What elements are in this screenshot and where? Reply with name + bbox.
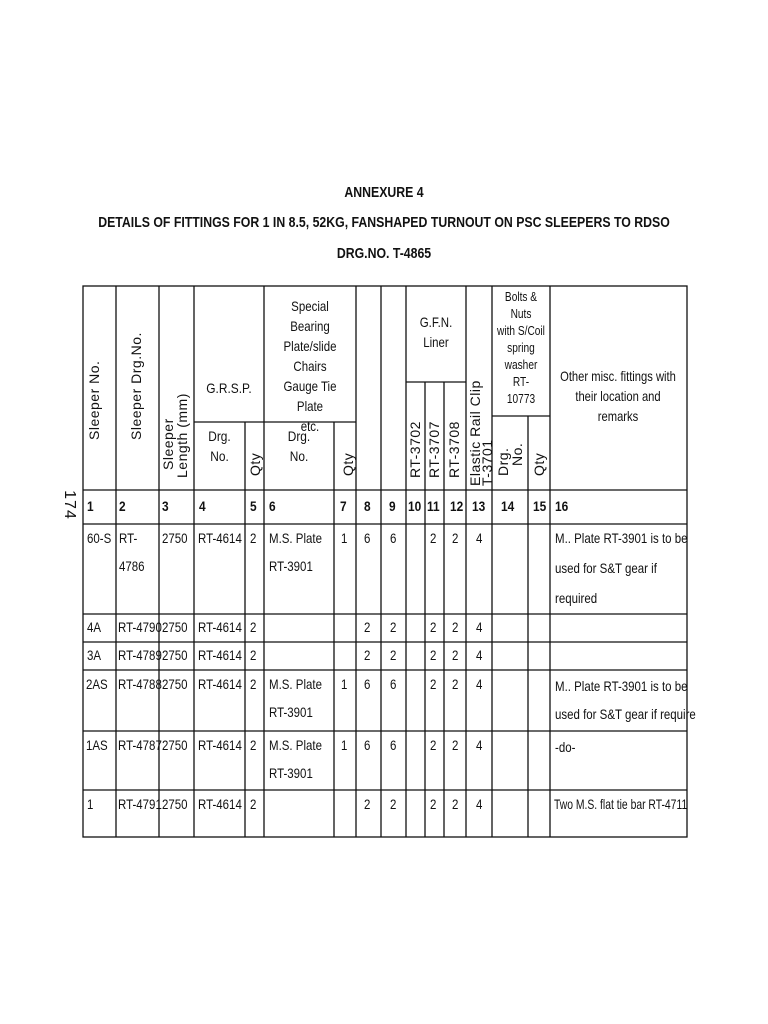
table-cell: 2 — [250, 796, 257, 812]
table-cell: 2 — [250, 647, 257, 663]
table-cell: RT-4614 — [198, 796, 242, 812]
table-cell: 6 — [390, 676, 397, 692]
table-cell: RT-4789 — [118, 647, 162, 663]
header-bolts-line-4: washer RT- — [504, 357, 538, 389]
table-cell: used for S&T gear if — [555, 560, 657, 576]
table-cell: M.S. Plate — [269, 676, 322, 692]
table-cell: 6 — [364, 530, 371, 546]
table-cell: 6 — [390, 737, 397, 753]
table-cell: 2 — [452, 619, 459, 635]
header-no-label: No. — [289, 448, 309, 464]
table-cell: 2750 — [162, 737, 188, 753]
header-sleeper-no: Sleeper No. — [86, 360, 102, 440]
header-bolts-line-5: 10773 — [506, 391, 536, 406]
table-cell: M.S. Plate — [269, 530, 322, 546]
col-number: 6 — [269, 498, 276, 514]
table-cell: 2 — [452, 530, 459, 546]
col-number: 7 — [340, 498, 347, 514]
table-cell: used for S&T gear if require — [555, 706, 696, 722]
header-special-line-1: Special Bearing — [290, 298, 330, 334]
table-cell: RT-3901 — [269, 765, 313, 781]
table-cell: 1 — [341, 530, 348, 546]
header-bolts-drg-2: No. — [509, 442, 525, 466]
table-cell: RT-3901 — [269, 558, 313, 574]
table-cell: 2 — [390, 796, 397, 812]
col-number: 3 — [162, 498, 169, 514]
table-cell: 2 — [250, 530, 257, 546]
header-grsp-drg — [198, 426, 241, 466]
table-cell: 2750 — [162, 647, 188, 663]
header-bolts-drg-1: Drg. — [495, 447, 511, 476]
table-cell: 2 — [250, 676, 257, 692]
header-bolts-nuts — [495, 288, 546, 407]
header-special-line-4: etc. — [300, 418, 320, 434]
table-cell: 4 — [476, 796, 483, 812]
table-cell: 4786 — [119, 558, 145, 574]
table-cell: 2 — [430, 647, 437, 663]
table-cell: RT-4790 — [118, 619, 162, 635]
header-other-misc — [556, 366, 681, 426]
table-cell: 2750 — [162, 619, 188, 635]
col-number: 1 — [87, 498, 94, 514]
table-cell: 2 — [430, 676, 437, 692]
table-cell: 2 — [390, 619, 397, 635]
col-number: 10 — [408, 498, 422, 514]
table-cell: 1 — [341, 737, 348, 753]
annexure-heading: ANNEXURE 4 — [344, 184, 424, 201]
table-cell: 2 — [364, 619, 371, 635]
table-cell: RT-4614 — [198, 737, 242, 753]
drawing-number: DRG.NO. T-4865 — [336, 245, 432, 262]
table-cell: RT-3901 — [269, 704, 313, 720]
table-cell: RT-4791 — [118, 796, 162, 812]
header-no-label: No. — [210, 448, 229, 464]
table-cell: 4 — [476, 737, 483, 753]
header-gfn-line-1: G.F.N. — [419, 314, 453, 330]
table-cell: 2750 — [162, 530, 188, 546]
table-cell: 6 — [364, 737, 371, 753]
document-title: DETAILS OF FITTINGS FOR 1 IN 8.5, 52KG, FANSHAPED TURNOUT ON PSC SLEEPERS TO RDSO — [98, 214, 670, 231]
table-cell: 2 — [452, 737, 459, 753]
header-special-line-2: Plate/slide Chairs — [283, 338, 337, 374]
col-number: 4 — [199, 498, 206, 514]
col-number: 15 — [533, 498, 547, 514]
header-special-qty: Qty — [340, 452, 356, 476]
header-grsp-qty: Qty — [247, 452, 263, 476]
table-cell: M.. Plate RT-3901 is to be — [555, 530, 688, 546]
header-drg-label: Drg. — [287, 428, 311, 444]
header-grsp: G.R.S.P. — [206, 380, 252, 396]
header-erc-2: T-3701 — [479, 439, 495, 486]
table-cell: 2AS — [86, 676, 108, 692]
header-erc-1: Elastic Rail Clip — [467, 380, 483, 486]
header-sleeper-length-1: Sleeper — [160, 418, 176, 470]
table-cell: 2 — [430, 737, 437, 753]
table-cell: RT-4614 — [198, 619, 242, 635]
table-cell: RT-4614 — [198, 530, 242, 546]
table-cell: 2 — [364, 796, 371, 812]
col-number: 12 — [450, 498, 464, 514]
table-cell: 2750 — [162, 676, 188, 692]
header-sleeper-drg: Sleeper Drg.No. — [128, 332, 144, 440]
header-sleeper-length-2: Length (mm) — [174, 393, 190, 478]
table-cell: required — [555, 590, 598, 606]
table-cell: 1 — [87, 796, 94, 812]
table-cell: 4 — [476, 676, 483, 692]
table-cell: 4A — [87, 619, 102, 635]
table-cell: RT-4614 — [198, 647, 242, 663]
table-cell: M.S. Plate — [269, 737, 322, 753]
header-special-drg — [269, 426, 329, 466]
table-cell: 2 — [452, 676, 459, 692]
table-cell: 1AS — [86, 737, 108, 753]
col-number: 9 — [389, 498, 396, 514]
header-special-line-3: Gauge Tie Plate — [283, 378, 337, 414]
table-cell: -do- — [555, 739, 576, 755]
col-number: 5 — [250, 498, 257, 514]
header-rt3702: RT-3702 — [407, 421, 423, 478]
header-bolts-line-2: with S/Coil — [497, 323, 545, 338]
table-cell: 2 — [430, 619, 437, 635]
table-cell: 2 — [452, 647, 459, 663]
header-drg-label: Drg. — [208, 428, 231, 444]
header-bolts-line-3: spring — [507, 340, 535, 355]
col-number: 16 — [555, 498, 569, 514]
table-cell: 2 — [390, 647, 397, 663]
table-cell: 6 — [390, 530, 397, 546]
table-cell: 3A — [87, 647, 102, 663]
header-gfn-liner — [411, 312, 460, 352]
table-cell: 4 — [476, 647, 483, 663]
table-cell: 2 — [430, 796, 437, 812]
header-other-line-2: their location and remarks — [575, 388, 661, 424]
table-cell: 2 — [430, 530, 437, 546]
table-cell: RT- — [119, 530, 138, 546]
table-cell: 6 — [364, 676, 371, 692]
col-number: 13 — [472, 498, 486, 514]
header-bolts-line-1: Bolts & Nuts — [504, 289, 538, 321]
table-cell: 2 — [452, 796, 459, 812]
table-cell: 4 — [476, 530, 483, 546]
col-number: 2 — [119, 498, 126, 514]
table-cell: 60-S — [87, 530, 112, 546]
col-number: 14 — [501, 498, 515, 514]
col-number: 8 — [364, 498, 371, 514]
header-special-bearing — [272, 296, 347, 436]
header-bolts-qty: Qty — [531, 452, 547, 476]
table-cell: 2 — [250, 619, 257, 635]
table-cell: Two M.S. flat tie bar RT-4711 — [554, 796, 688, 812]
table-cell: 4 — [476, 619, 483, 635]
col-number: 11 — [427, 498, 440, 514]
header-rt3708: RT-3708 — [446, 421, 462, 478]
header-other-line-1: Other misc. fittings with — [560, 368, 676, 384]
table-cell: RT-4787 — [118, 737, 162, 753]
header-gfn-line-2: Liner — [423, 334, 449, 350]
table-cell: M.. Plate RT-3901 is to be — [555, 678, 688, 694]
table-cell: 2750 — [162, 796, 188, 812]
table-cell: 2 — [364, 647, 371, 663]
page-number: 174 — [60, 490, 78, 520]
table-cell: RT-4788 — [118, 676, 162, 692]
table-cell: 2 — [250, 737, 257, 753]
table-cell: 1 — [341, 676, 348, 692]
table-cell: RT-4614 — [198, 676, 242, 692]
header-rt3707: RT-3707 — [426, 421, 442, 478]
